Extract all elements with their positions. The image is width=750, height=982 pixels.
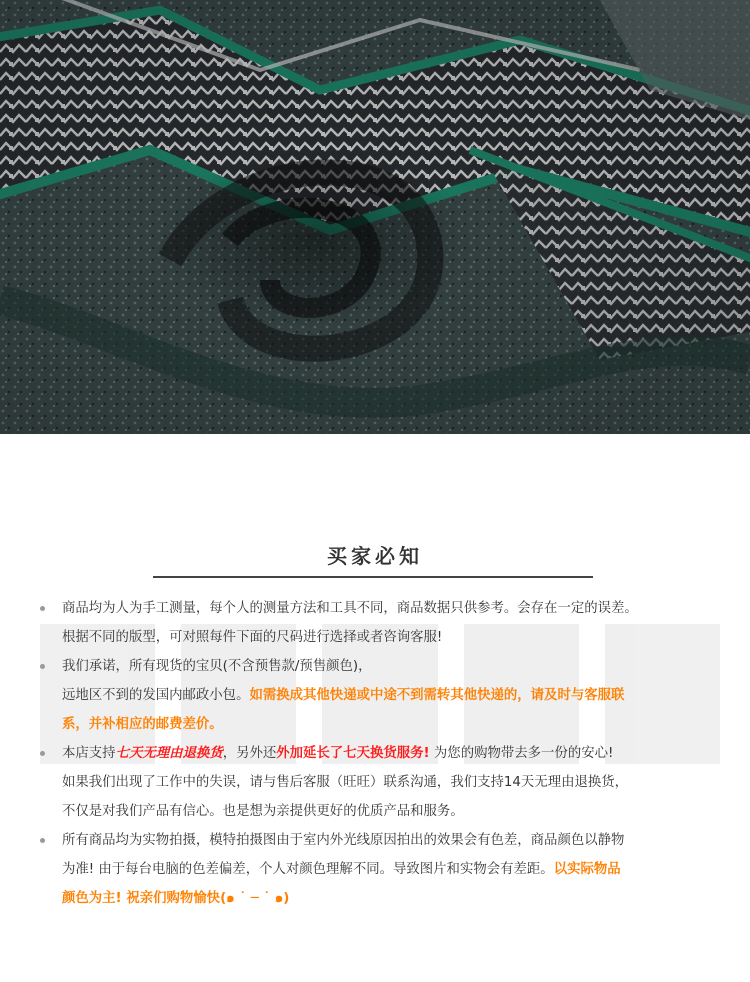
notice-list [40, 594, 730, 913]
notice-item-color [40, 826, 730, 913]
notice-text: 为准! 由于每台电脑的色差偏差，个人对颜色理解不同。导致图片和实物会有差距。 [62, 862, 554, 877]
notice-text: 商品均为人为手工测量，每个人的测量方法和工具不同，商品数据只供参考。会存在一定的误差。 [62, 601, 638, 616]
notice-text: 远地区不到的发国内邮政小包。 [62, 688, 250, 703]
notice-text: ，另外还 [222, 746, 277, 761]
buyer-notice-section [0, 434, 750, 982]
notice-text: 不仅是对我们产品有信心。也是想为亲提供更好的优质产品和服务。 [62, 804, 464, 819]
bullet-icon [40, 751, 45, 756]
notice-highlight: 系，并补相应的邮费差价。 [62, 717, 223, 732]
notice-text: 所有商品均为实物拍摄，模特拍摄图由于室内外光线原因拍出的效果会有色差，商品颜色以静物 [62, 833, 625, 848]
notice-text: 我们承诺，所有现货的宝贝(不含预售款/预售颜色)， [62, 659, 372, 674]
notice-text: 如果我们出现了工作中的失误，请与售后客服（旺旺）联系沟通，我们支持14天无理由退换货， [62, 775, 629, 790]
notice-item-measurement [40, 594, 730, 652]
notice-text: 为您的购物带去多一份的安心! [429, 746, 614, 761]
notice-highlight: 颜色为主! 祝亲们购物愉快(๑ ˙ ─ ˙ ๑) [62, 891, 290, 906]
notice-highlight: 如需换成其他快递或中途不到需转其他快递的，请及时与客服联 [249, 688, 625, 703]
fabric-photo [0, 0, 750, 434]
section-title: 买家必知 [327, 544, 423, 568]
notice-highlight-returns: 七天无理由退换货 [115, 746, 223, 761]
notice-text: 本店支持 [62, 746, 116, 761]
notice-text: 根据不同的版型，可对照每件下面的尺码进行选择或者咨询客服! [62, 630, 443, 645]
notice-item-shipping [40, 652, 730, 739]
bullet-icon [40, 606, 45, 611]
title-divider [153, 576, 593, 578]
notice-highlight-exchange: 外加延长了七天换货服务! [276, 746, 430, 761]
bullet-icon [40, 838, 45, 843]
fabric-pattern-image [0, 0, 750, 434]
notice-highlight: 以实际物品 [553, 862, 621, 877]
bullet-icon [40, 664, 45, 669]
notice-item-returns [40, 739, 730, 826]
